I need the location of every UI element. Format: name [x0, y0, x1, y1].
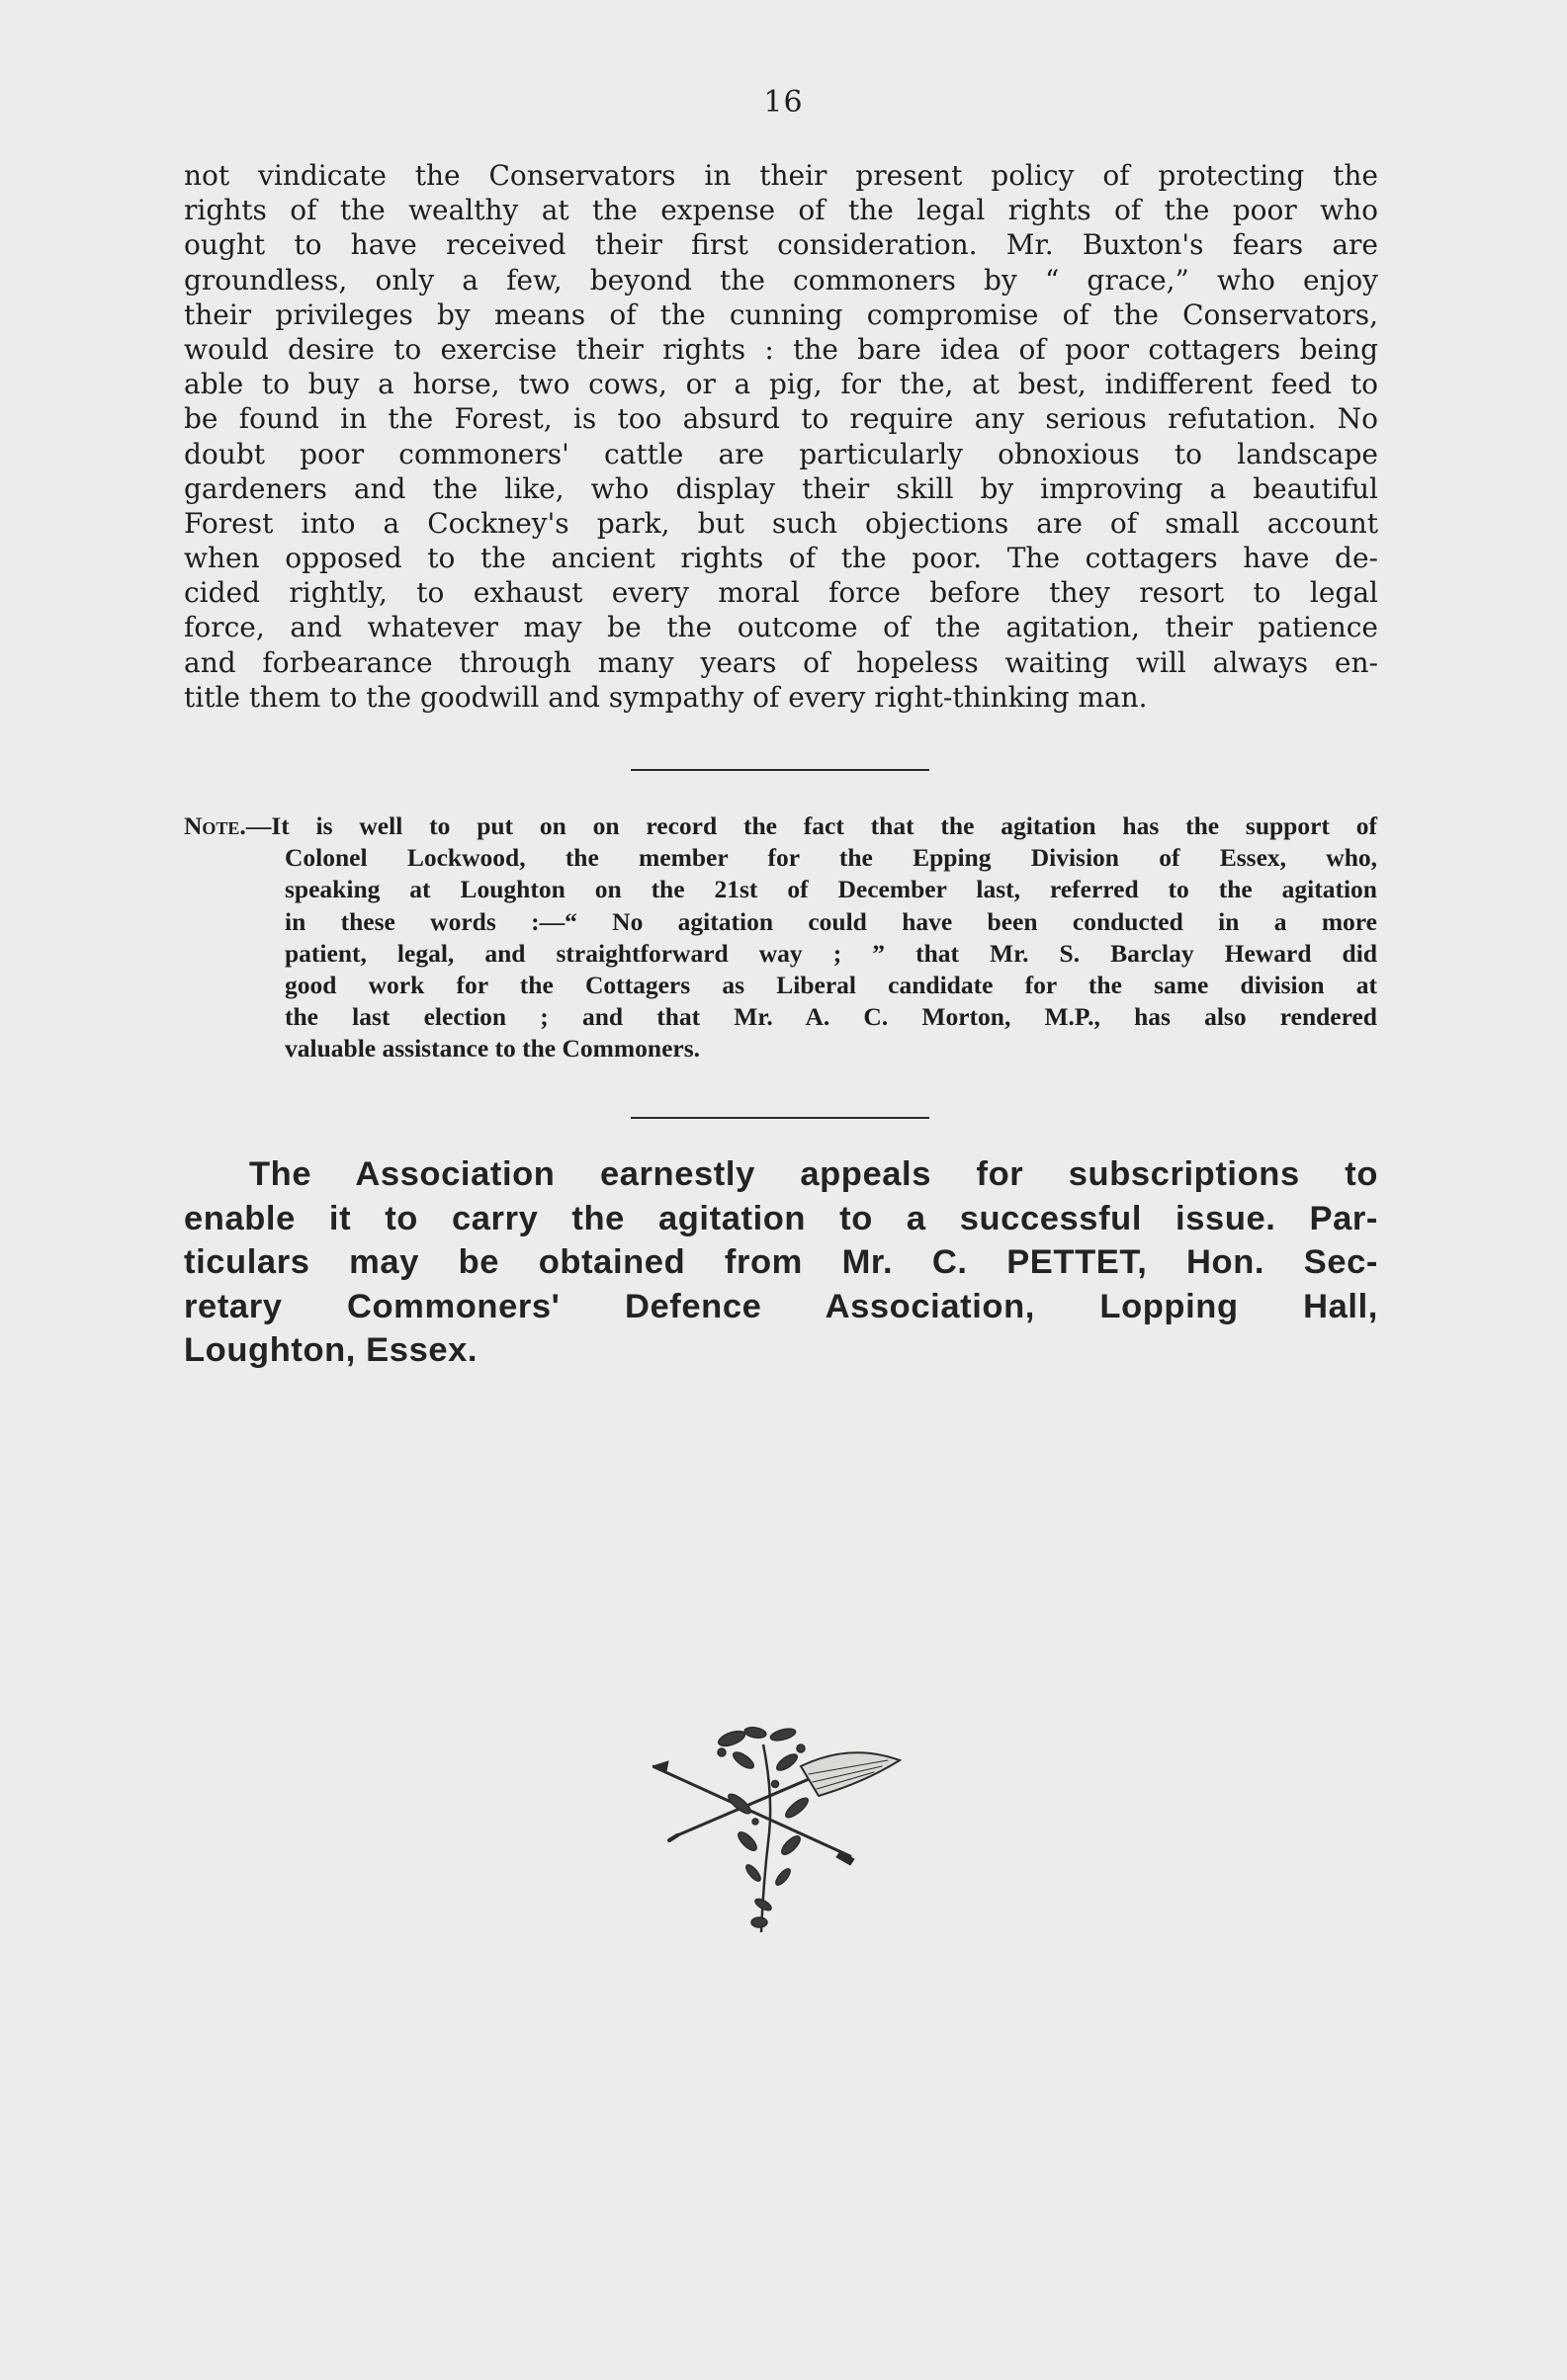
- body-line: Forest into a Cockney's park, but such objections are of small account: [184, 506, 1378, 540]
- body-line: be found in the Forest, is too absurd to require any serious refutation. No: [184, 402, 1378, 436]
- appeal-line: retary Commoners' Defence Association, Lopping Hall,: [184, 1287, 1378, 1325]
- body-line: their privileges by means of the cunning compromise of the Conservators,: [184, 298, 1378, 331]
- body-line: force, and whatever may be the outcome of the agitation, their patience: [184, 611, 1378, 644]
- appeal-line: enable it to carry the agitation to a successful issue. Par-: [184, 1199, 1378, 1237]
- body-line: doubt poor commoners' cattle are particularly obnoxious to landscape: [184, 437, 1378, 470]
- body-line: gardeners and the like, who display their skill by improving a beautiful: [184, 471, 1378, 505]
- body-line: and forbearance through many years of hopeless waiting will always en-: [184, 645, 1378, 679]
- appeal-paragraph: [184, 1152, 1378, 1373]
- note-label: Note.: [184, 811, 246, 840]
- section-divider: [631, 769, 929, 771]
- note-line: Colonel Lockwood, the member for the Epping Division of Essex, who,: [285, 843, 1377, 873]
- page-number: 16: [763, 85, 804, 120]
- body-line: rights of the wealthy at the expense of the legal rights of the poor who: [184, 194, 1378, 227]
- body-line: title them to the goodwill and sympathy of every right-thinking man.: [184, 680, 1148, 714]
- note-line: speaking at Loughton on the 21st of December last, referred to the agitation: [285, 875, 1377, 904]
- note-paragraph: [184, 810, 1377, 1065]
- appeal-line: ticulars may be obtained from Mr. C. PETTET, Hon. Sec-: [184, 1243, 1378, 1282]
- body-paragraph: [184, 158, 1378, 715]
- note-line: valuable assistance to the Commoners.: [285, 1034, 701, 1063]
- body-line: groundless, only a few, beyond the commoners by “ grace,” who enjoy: [184, 263, 1378, 297]
- section-divider: [631, 1117, 929, 1119]
- note-line: good work for the Cottagers as Liberal candidate for the same division at: [285, 970, 1377, 999]
- body-line: not vindicate the Conservators in their present policy of protecting the: [184, 159, 1378, 192]
- note-line: in these words :—“ No agitation could have been conducted in a more: [285, 906, 1377, 936]
- note-text: —It is well to put on on record the fact that the agitation has the support of: [245, 811, 1377, 840]
- body-line: ought to have received their first consideration. Mr. Buxton's fears are: [184, 228, 1378, 262]
- appeal-line: The Association earnestly appeals for subscriptions to: [249, 1155, 1378, 1193]
- body-line: when opposed to the ancient rights of the poor. The cottagers have de-: [184, 542, 1378, 575]
- crossed-tools-ornament-icon: [653, 1725, 905, 1932]
- body-line: able to buy a horse, two cows, or a pig, for the, at best, indifferent feed to: [184, 368, 1378, 401]
- note-line: the last election ; and that Mr. A. C. Morton, M.P., has also rendered: [285, 1002, 1377, 1032]
- appeal-line: Loughton, Essex.: [184, 1331, 479, 1370]
- note-first-line: [184, 810, 1377, 842]
- body-line: would desire to exercise their rights : the bare idea of poor cottagers being: [184, 332, 1378, 366]
- note-line: patient, legal, and straightforward way ; ” that Mr. S. Barclay Heward did: [285, 938, 1377, 968]
- body-line: cided rightly, to exhaust every moral force before they resort to legal: [184, 576, 1378, 610]
